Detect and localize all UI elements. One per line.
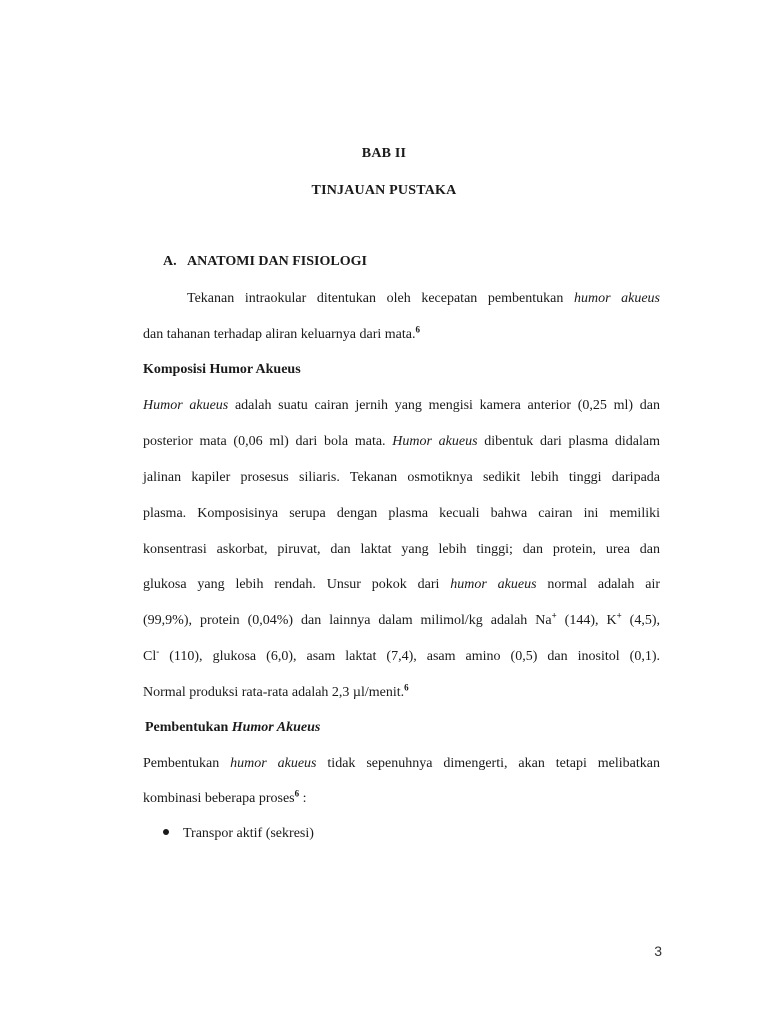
footnote-ref: 6: [415, 324, 420, 335]
superscript: +: [551, 610, 557, 621]
komposisi-line-9: [143, 684, 660, 702]
text: tidak sepenuhnya dimengerti, akan tetapi melibatkan: [316, 756, 660, 771]
footnote-ref: 6: [404, 682, 409, 693]
text: kombinasi beberapa proses: [143, 791, 295, 806]
section-letter: A.: [163, 254, 177, 269]
komposisi-line-4: plasma. Komposisinya serupa dengan plasma kecuali bahwa cairan ini memiliki: [143, 506, 660, 521]
text: (99,9%), protein (0,04%) dan lainnya dalam milimol/kg adalah Na: [143, 613, 552, 628]
intro-term: humor akueus: [573, 291, 661, 306]
term: Humor akueus: [392, 434, 478, 449]
komposisi-line-2: [143, 433, 660, 451]
komposisi-line-5: konsentrasi askorbat, piruvat, dan laktat yang lebih tinggi; dan protein, urea dan: [143, 542, 660, 557]
komposisi-line-7: [143, 612, 660, 630]
intro-text: Tekanan intraokular ditentukan oleh kecepatan pembentukan: [187, 291, 574, 306]
text: (4,5),: [621, 613, 661, 628]
bullet-list-item: [163, 825, 680, 843]
heading-term: Humor Akueus: [231, 720, 321, 735]
text: normal adalah air: [536, 577, 660, 592]
komposisi-line-1: [143, 397, 660, 415]
heading-text: Pembentukan: [145, 720, 232, 735]
komposisi-line-3: jalinan kapiler prosesus siliaris. Tekanan osmotiknya sedikit lebih tinggi daripada: [143, 470, 660, 485]
pembentukan-line-2: [143, 790, 660, 808]
section-heading: [163, 254, 367, 270]
superscript: -: [156, 646, 160, 657]
intro-line-1: [187, 290, 660, 308]
subsection-heading-komposisi: Komposisi Humor Akueus: [143, 362, 301, 377]
intro-text: dan tahanan terhadap aliran keluarnya dari mata.: [143, 327, 416, 342]
text: Pembentukan: [143, 756, 231, 771]
chapter-title: BAB II: [361, 146, 407, 161]
text: Cl: [143, 649, 157, 664]
superscript: +: [616, 610, 622, 621]
page-number: 3: [654, 943, 662, 959]
subsection-heading-pembentukan: [145, 719, 662, 737]
footnote-ref: 6: [294, 788, 300, 799]
komposisi-line-8: [143, 648, 660, 666]
chapter-subtitle: TINJAUAN PUSTAKA: [311, 183, 457, 198]
bullet-text: Transpor aktif (sekresi): [183, 826, 314, 841]
text: adalah suatu cairan jernih yang mengisi kamera anterior (0,25 ml) dan: [228, 398, 660, 413]
komposisi-line-6: [143, 576, 660, 594]
text: posterior mata (0,06 ml) dari bola mata.: [143, 434, 393, 449]
text: (110), glukosa (6,0), asam laktat (7,4), asam amino (0,5) dan inositol (0,1).: [159, 649, 660, 664]
term: humor akueus: [230, 756, 317, 771]
bullet-icon: [163, 829, 169, 835]
text: :: [299, 791, 307, 806]
text: Normal produksi rata-rata adalah 2,3 µl/menit.: [143, 685, 405, 700]
text: (144), K: [556, 613, 617, 628]
section-title: ANATOMI DAN FISIOLOGI: [187, 254, 367, 269]
text: dibentuk dari plasma didalam: [477, 434, 661, 449]
term: humor akueus: [450, 577, 537, 592]
text: glukosa yang lebih rendah. Unsur pokok dari: [143, 577, 451, 592]
pembentukan-line-1: [143, 755, 660, 773]
intro-line-2: [143, 326, 660, 344]
term: Humor akueus: [143, 398, 229, 413]
